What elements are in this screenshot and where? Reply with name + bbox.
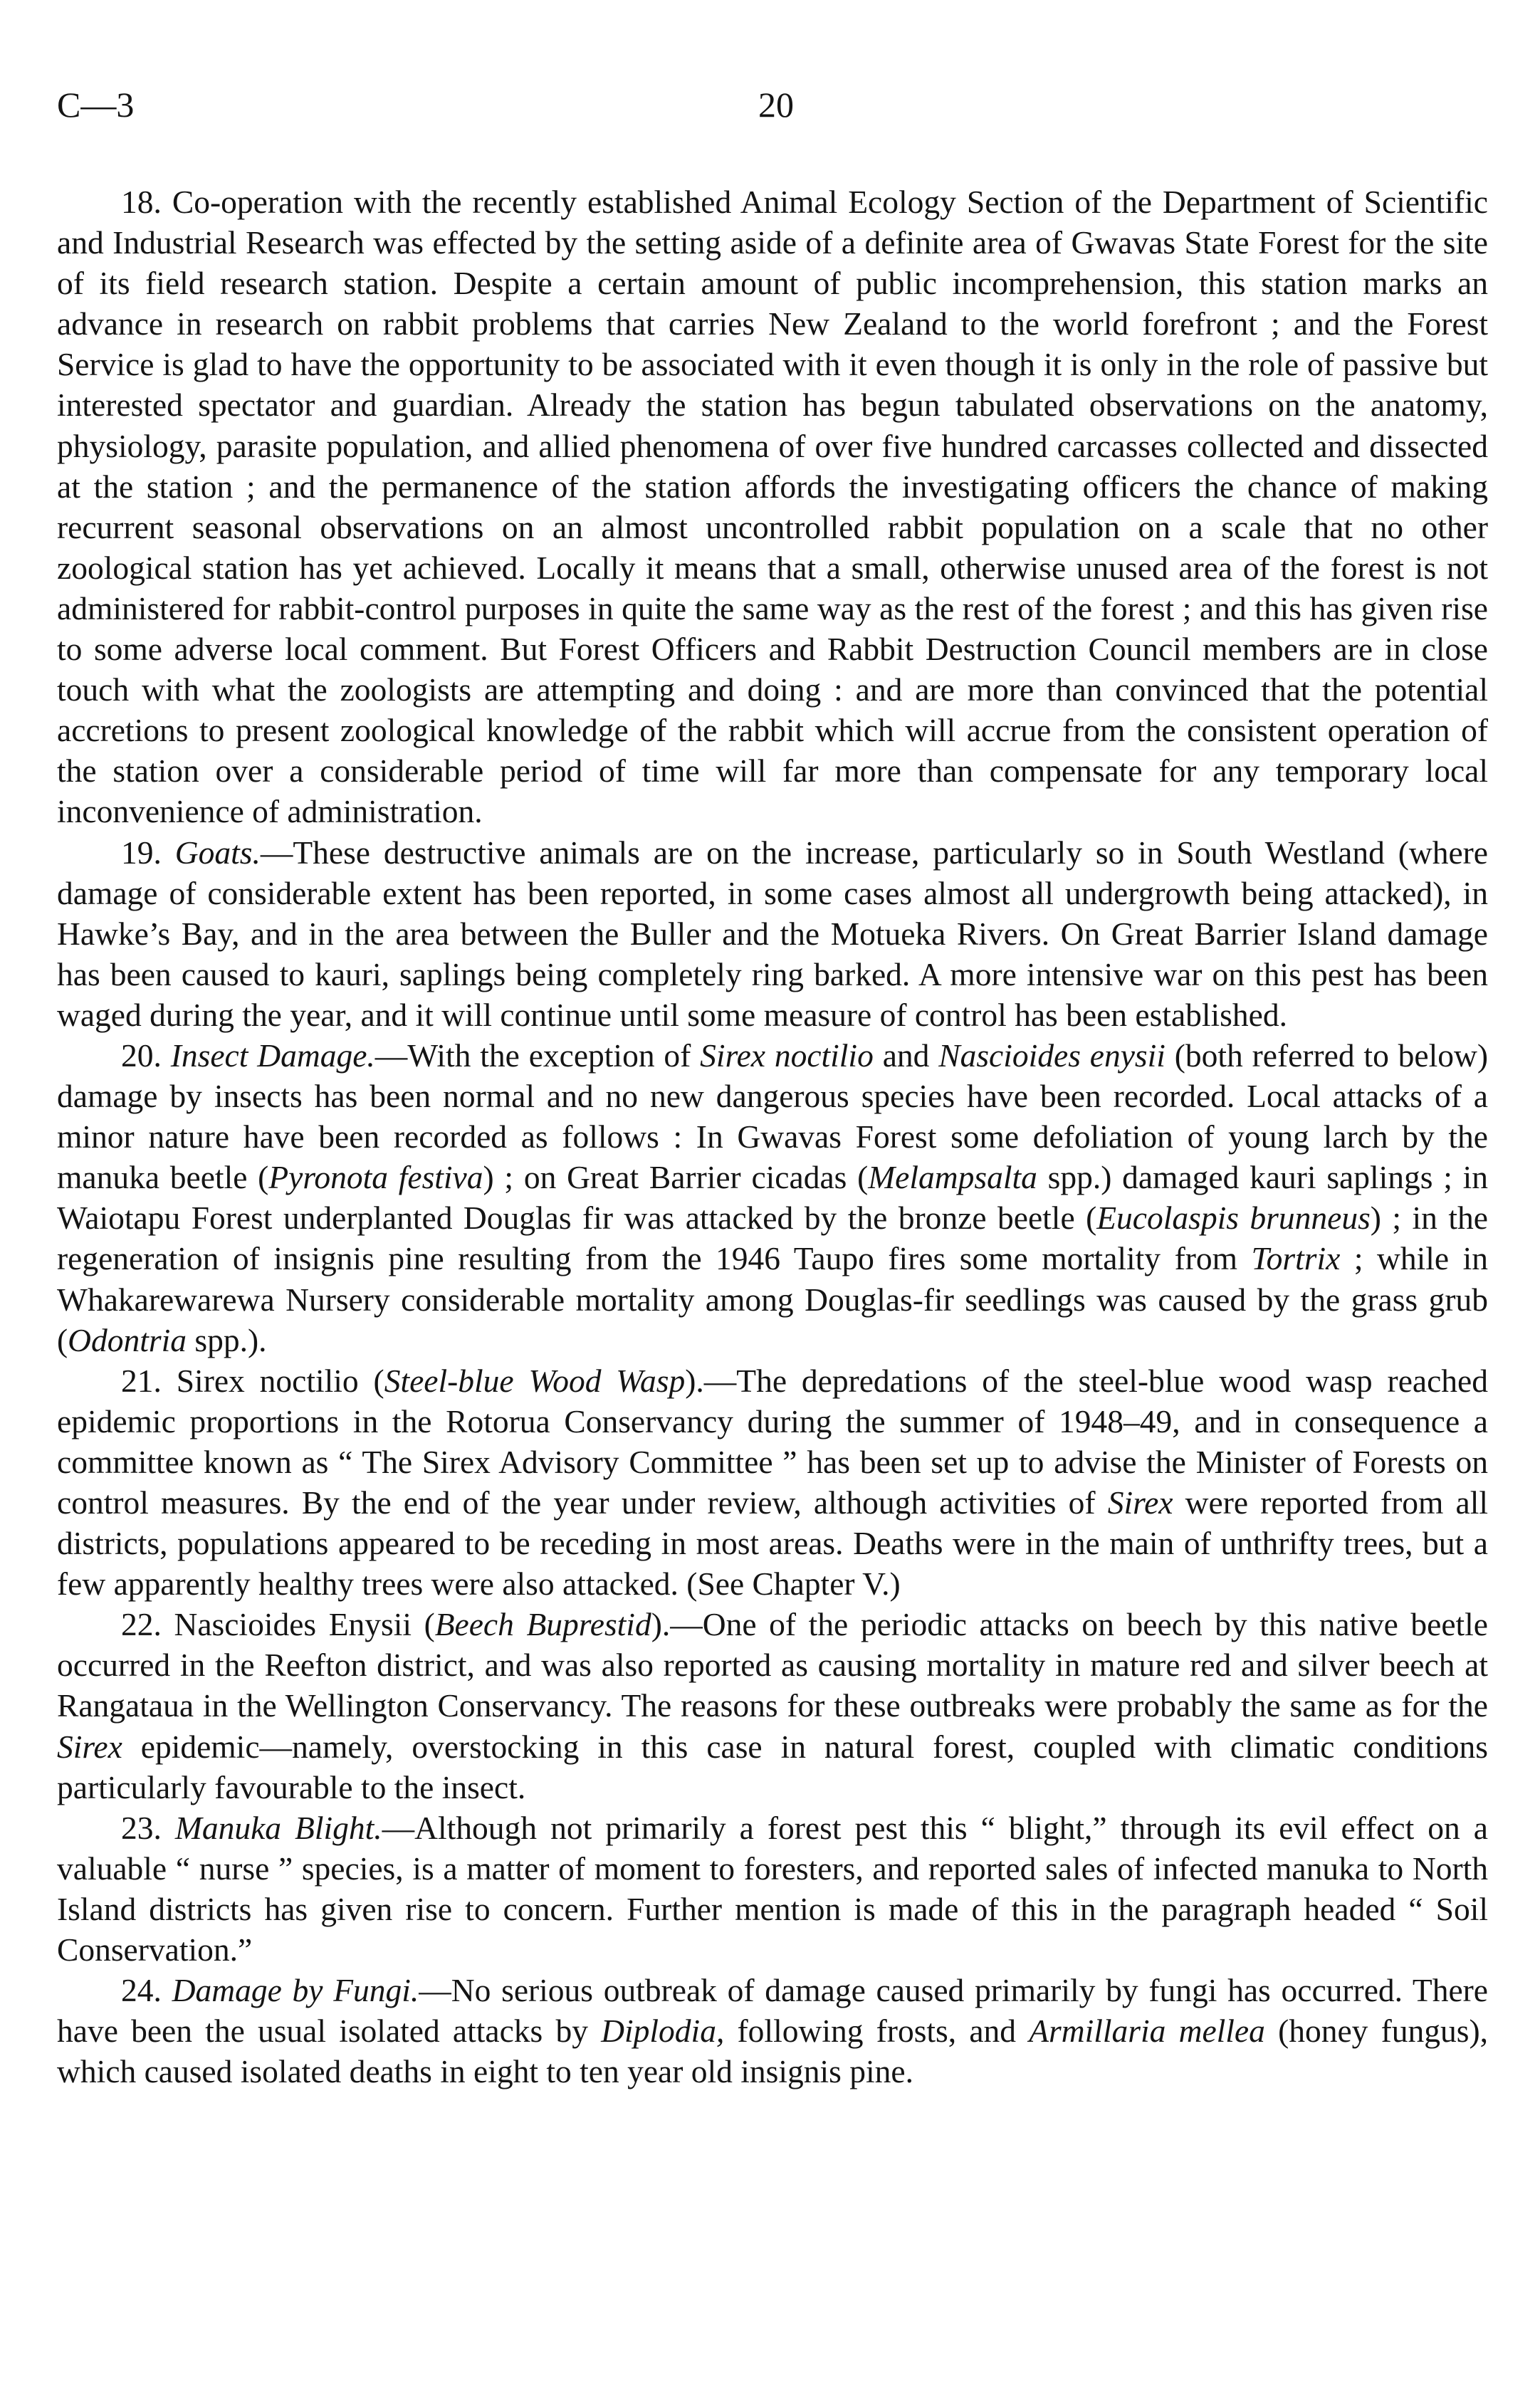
text-run: 21. Sirex noctilio ( [121,1362,384,1399]
text-run: 20. [121,1037,171,1074]
italic-text: Pyronota festiva [268,1159,483,1196]
paragraph [57,1604,1488,1807]
text-run: —These destructive animals are on the increase, particularly so in South Westland (where damage of considerable extent has been reported, in some cases almost all undergrowth being attacked), in Hawke’s Bay, and in the area between the Buller and the Motueka Rivers. On Great Barrier Island damage has been caused to kauri, saplings being completely ring barked. A more intensive war on this pest has been waged during the year, and it will continue until some measure of control has been established. [57,834,1488,1033]
italic-text: Goats. [174,834,261,871]
text-run: ) ; in the regeneration of insignis pine resulting from the 1946 Taupo fires some mortality from [57,1200,1488,1277]
italic-text: Beech Buprestid [434,1606,651,1643]
text-run: following frosts, and [724,2013,1030,2050]
text-run: ) ; on Great Barrier cicadas ( [483,1159,869,1196]
text-run: epidemic—namely, overstocking in this case in natural forest, coupled with climatic conditions particularly favourable to the insect. [57,1728,1488,1805]
paragraph [57,1360,1488,1605]
italic-text: Odontria [68,1321,187,1358]
page-header [57,84,1488,141]
italic-text: Eucolaspis brunneus [1096,1200,1371,1237]
italic-text: Tortrix [1251,1240,1341,1277]
report-code: C—3 [57,85,135,125]
italic-text: Steel-blue Wood Wasp [384,1362,686,1399]
italic-text: Damage by Fungi. [172,1972,419,2009]
body-text [57,182,1488,2092]
paragraph [57,1035,1488,1360]
text-run: (both referred to below) damage by insects has been normal and no new dangerous species have been recorded. Local attacks of a minor nature have been recorded as follows : In Gwavas Forest some defoliation of young larch by the manuka beetle ( [57,1037,1489,1196]
text-run: spp.) damaged kauri saplings ; in Waiotapu Forest underplanted Douglas fir was attacked by the bronze beetle ( [57,1159,1489,1237]
paragraph [57,1808,1488,1970]
text-run: and [873,1037,939,1074]
italic-text: Sirex noctilio [700,1037,874,1074]
text-run: 19. [121,834,175,871]
text-run: 18. Co-operation with the recently established Animal Ecology Section of the Department of Scientific and Industrial Research was effected by the setting aside of a definite area of Gwavas State Forest for the site of its field research station. Despite a certain amount of public incomprehension, this station marks an advance in research on rabbit problems that carries New Zealand to the world forefront ; and the Forest Service is glad to have the opportunity to be associated with it even though it is only in the role of passive but interested spectator and guardian. Already the station has begun tabulated observations on the anatomy, physiology, parasite population, and allied phenomena of over five hundred carcasses collected and dissected at the station ; and the permanence of the station affords the investigating officers the chance of making recurrent seasonal observations on an almost uncontrolled rabbit population on a scale that no other zoological station has yet achieved. Locally it means that a small, otherwise unused area of the forest is not administered for rabbit-control purposes in quite the same way as the rest of the forest ; and this has given rise to some adverse local comment. But Forest Officers and Rabbit Destruction Council members are in close touch with what the zoologists are attempting and doing : and are more than convinced that the potential accretions to present zoological knowledge of the rabbit which will accrue from the consistent operation of the station over a considerable period of time will far more than compensate for any temporary local inconvenience of administration. [57,184,1488,830]
text-run: —No serious outbreak of damage caused primarily by fungi has occurred. There have been the usual isolated attacks by [57,1972,1489,2050]
paragraph [57,182,1488,832]
italic-text: Insect Damage. [170,1037,375,1074]
text-run: ).—The depredations of the steel-blue wood wasp reached epidemic proportions in the Rotorua Conservancy during the summer of 1948–49, and in consequence a committee known as “ The Sirex Advisory Committee ” has been set up to advise the Minister of Forests on control measures. By the end of the year under review, although activities of [57,1362,1488,1521]
italic-text: Armillaria mellea [1029,2013,1265,2050]
text-run: (honey fungus), which caused isolated deaths in eight to ten year old insignis pine. [57,2013,1489,2090]
text-run: were reported from all districts, populations appeared to be receding in most areas. Deaths were in the main of unthrifty trees, but a few apparently healthy trees were also attacked. (See Chapter V.) [57,1484,1488,1603]
text-run: —With the exception of [374,1037,701,1074]
italic-text: Nascioides enysii [938,1037,1166,1074]
italic-text: Manuka Blight. [174,1809,382,1846]
text-run: ; while in Whakarewarewa Nursery considerable mortality among Douglas-fir seedlings was caused by the grass grub ( [57,1240,1488,1358]
italic-text: Melampsalta [868,1159,1037,1196]
paragraph [57,1970,1488,2092]
italic-text: Sirex [57,1728,122,1765]
page-number: 20 [758,85,794,125]
text-run: ).—One of the periodic attacks on beech by this native beetle occurred in the Reefton district, and was also reported as causing mortality in mature red and silver beech at Rangataua in the Wellington Conservancy. The reasons for these outbreaks were probably the same as for the [57,1606,1489,1724]
text-run: —Although not primarily a forest pest this “ blight,” through its evil effect on a valuable “ nurse ” species, is a matter of moment to foresters, and reported sales of infected manuka to North Island districts has given rise to concern. Further mention is made of this in the paragraph headed “ Soil Conservation.” [57,1809,1488,1968]
text-run: spp.). [187,1321,267,1358]
italic-text: Diplodia, [601,2013,725,2050]
text-run: 22. Nascioides Enysii ( [121,1606,435,1643]
italic-text: Sirex [1107,1484,1173,1521]
text-run: 23. [121,1809,175,1846]
text-run: 24. [121,1972,172,2009]
paragraph [57,832,1488,1035]
